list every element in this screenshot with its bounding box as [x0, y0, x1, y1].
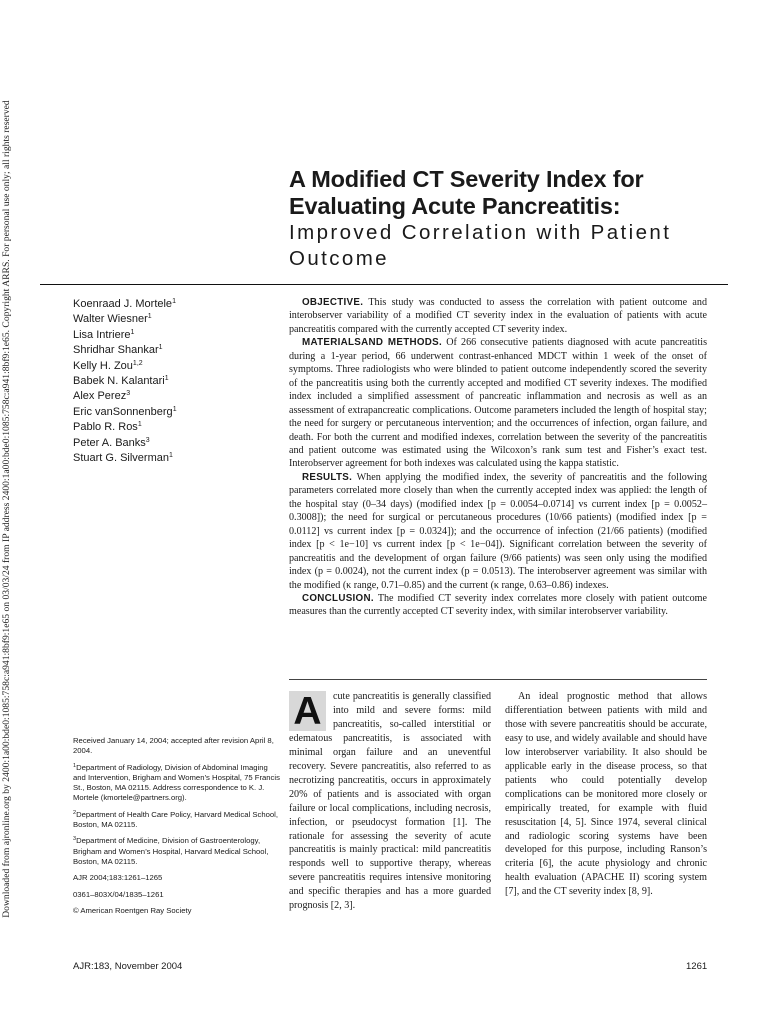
- title-line-2: Evaluating Acute Pancreatitis:: [289, 193, 621, 219]
- author: Babek N. Kalantari$^1$: [73, 375, 169, 388]
- journal-footer: AJR:183, November 2004: [73, 961, 183, 972]
- intro-paragraph: [289, 690, 491, 913]
- conclusion-text: The modified CT severity index correlates more closely with patient outcome measures than the currently accepted CT severity index, with similar interobserver variability.: [289, 592, 707, 618]
- body-column-2: [505, 690, 707, 899]
- author: Eric vanSonnenberg$^1$: [73, 405, 177, 418]
- objective-text: This study was conducted to assess the correlation with patient outcome and interobserver variability of a modified CT severity index in the evaluation of patients with acute pancreatitis compared with the currently accepted CT severity index.: [289, 297, 707, 335]
- title-divider: [40, 284, 728, 285]
- abstract-results: [289, 471, 707, 592]
- subtitle-line-1: Improved Correlation with Patient: [289, 221, 672, 244]
- copyright: © American Roentgen Ray Society: [73, 905, 192, 915]
- author: Stuart G. Silverman$^1$: [73, 452, 173, 465]
- title-line-1: A Modified CT Severity Index for: [289, 166, 644, 192]
- methods-heading: MATERIALSAND METHODS.: [302, 337, 443, 349]
- conclusion-heading: CONCLUSION.: [302, 592, 374, 604]
- prognostic-paragraph: An ideal prognostic method that allows differentiation between patients with mild and those with severe pancreatitis should be accurate, easy to use, and widely available and should have low interobserver variability. It also should be applicable early in the disease process, so that patients who could potentially develop complications can be monitored more closely or empirically treated, for example with fluid resuscitation [4, 5]. Since 1974, several clinical and radiologic scoring systems have been developed for this purpose, including Ranson’s criteria [6], the acute physiology and chronic health evaluation (APACHE II) scoring system [7], and the CT severity index [8, 9].: [505, 691, 707, 898]
- abstract-objective: [289, 296, 707, 336]
- author: Lisa Intriere$^1$: [73, 328, 135, 341]
- issn: 0361–803X/04/1835–1261: [73, 889, 164, 899]
- affiliation-3: $^3$Department of Medicine, Division of Gastroenterology, Brigham and Women’s Hospital, Harvard Medical School, Boston, MA 02115.: [73, 836, 269, 866]
- drop-cap: A: [289, 691, 326, 731]
- affiliation-2: $^2$Department of Health Care Policy, Harvard Medical School, Boston, MA 02115.: [73, 809, 279, 830]
- objective-heading: OBJECTIVE.: [302, 297, 364, 308]
- author-list: [73, 297, 273, 466]
- author: Shridhar Shankar$^1$: [73, 344, 163, 357]
- author: Kelly H. Zou$^{1,2}$: [73, 359, 143, 372]
- article-title: [289, 166, 729, 272]
- author: Koenraad J. Mortele$^1$: [73, 298, 176, 310]
- affiliation-1: $^1$Department of Radiology, Division of Abdominal Imaging and Intervention, Brigham and Women’s Hospital, 75 Francis St., Boston, MA 02115. Address correspondence to K. J. Mortele (kmortele@partners.org).: [73, 762, 280, 803]
- article-notes: [73, 736, 281, 922]
- abstract-methods: [289, 336, 707, 471]
- methods-text: Of 266 consecutive patients diagnosed with acute pancreatitis during a 1-year period, 66 underwent contrast-enhanced MDCT within 1 week of the onset of symptoms. Three radiologists who were blinded to patient outcome independently scored the severity of the pancreatitis using both the currently accepted and modified CT severity indexes. The modified index included a simplified assessment of pancreatic inflammation and necrosis as well as an assessment of extrapancreatic complications. Outcome parameters included the length of hospital stay; the need for surgery or percutaneous intervention; and the occurrences of infection, organ failure, and death. For both the current and modified indexes, correlation between the severity of the pancreatitis and patient outcome was estimated using the Wilcoxon’s rank sum test and Fisher’s exact test. Interobserver agreement for both indexes was calculated using the kappa statistic.: [289, 337, 707, 470]
- page-number: 1261: [686, 961, 708, 972]
- abstract-conclusion: [289, 592, 707, 619]
- author: Peter A. Banks$^3$: [73, 436, 150, 449]
- author: Pablo R. Ros$^1$: [73, 421, 142, 434]
- author: Walter Wiesner$^1$: [73, 313, 152, 326]
- download-notice: Downloaded from ajronline.org by 2400:1a00:bde0:1085:758c:a941:8bf9:1e65 on 03/03/24 from IP address 2400:1a00:bde0:1085:758c:a941:8bf9:1e65. Copyright ARRS. For personal use only; all rights reserved: [1, 100, 12, 918]
- citation: AJR 2004;183:1261–1265: [73, 873, 163, 883]
- intro-text: cute pancreatitis is generally classified into mild and severe forms: mild pancreatitis, so-called interstitial or edematous pancreatitis, is associated with minimal organ failure and an uneventful recovery. Severe pancreatitis, also referred to as necrotizing pancreatitis, occurs in approximately 20% of patients and is associated with organ failure or local complications, including necrosis, infection, or pseudocyst formation [1]. The rationale for assessing the severity of acute pancreatitis is mainly practical: mild pancreatitis responds well to supportive therapy, whereas severe pancreatitis requires intensive monitoring and specific therapies and has a more guarded prognosis [2, 3].: [289, 691, 491, 912]
- results-text: When applying the modified index, the severity of pancreatitis and the following parameters correlated more closely than when the currently accepted index was applied: the length of the hospital stay (0–34 days) (modified index [p = 0.0054–0.0714] vs current index [p = 0.0052–0.3008]); the need for surgical or percutaneous procedures (10/66 patients) (modified index [p = 0.0112] vs current index [p = 0.0324]); and the occurrence of infection (21/66 patients) (modified index [p < 1e−10] vs current index [p < 1e−04]). Significant correlation between the severity of pancreatitis and the development of organ failure (9/66 patients) was seen only using the modified index (p = 0.0024), not the current index (p = 0.0513). The interobserver agreement was similar with the modified (κ range, 0.71–0.85) and the current (κ range, 0.63–0.86) indexes.: [289, 471, 707, 591]
- author: Alex Perez$^3$: [73, 390, 131, 403]
- results-heading: RESULTS.: [302, 471, 353, 483]
- subtitle-line-2: Outcome: [289, 247, 389, 270]
- abstract: [289, 296, 707, 619]
- body-column-1: [289, 690, 491, 913]
- abstract-divider: [289, 679, 707, 680]
- received-date: Received January 14, 2004; accepted after revision April 8, 2004.: [73, 736, 274, 756]
